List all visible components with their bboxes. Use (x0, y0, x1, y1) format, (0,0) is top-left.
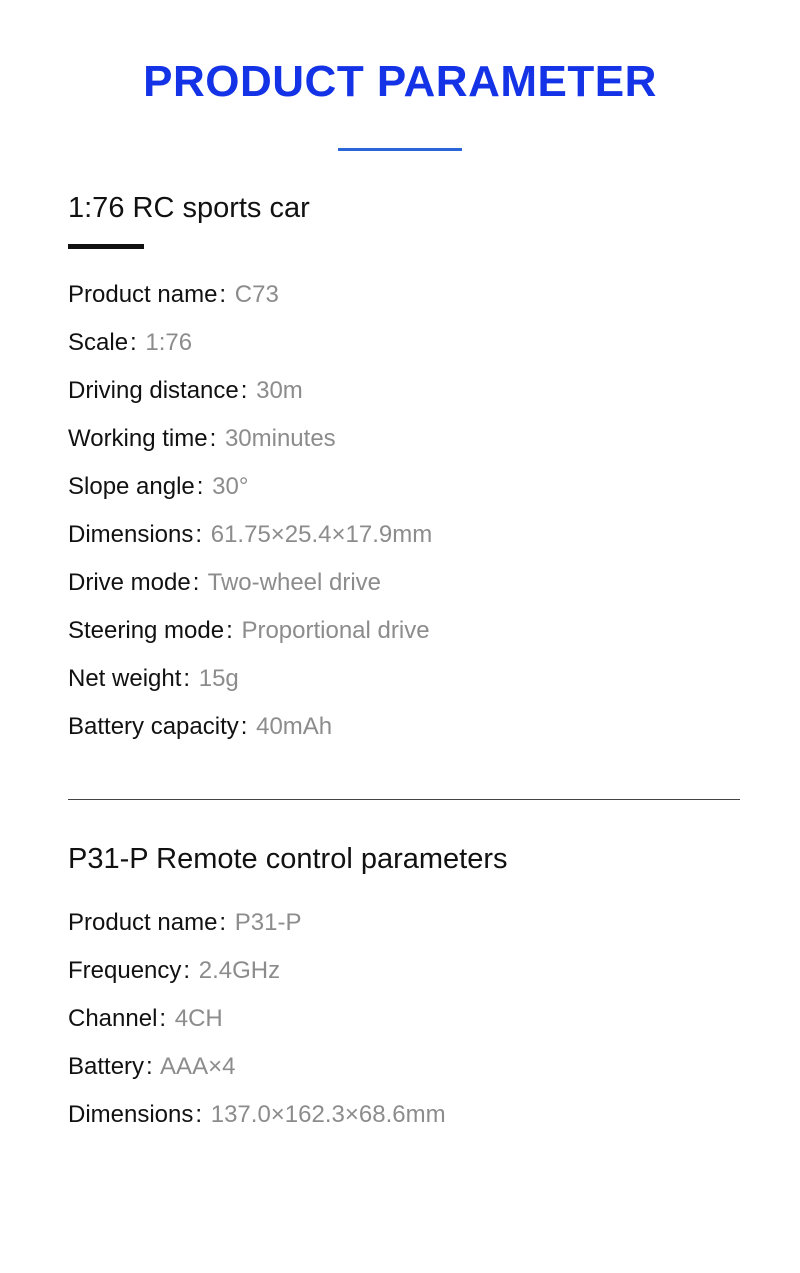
list-item (68, 1043, 740, 1091)
list-item (68, 415, 740, 463)
list-item (68, 271, 740, 319)
list-item (68, 367, 740, 415)
spec-list (68, 271, 740, 751)
spec-value: 1:76 (145, 329, 193, 357)
spec-value: Two-wheel drive (207, 569, 382, 597)
spec-value: 137.0×162.3×68.6mm (210, 1100, 446, 1128)
list-item (68, 319, 740, 367)
section-remote-control (0, 842, 800, 1139)
list-item (68, 703, 740, 751)
list-item (68, 1091, 740, 1139)
spec-value: C73 (234, 281, 279, 309)
section-divider (68, 799, 740, 800)
spec-label: Dimensions (68, 1100, 194, 1128)
spec-label: Driving distance (68, 377, 239, 405)
list-item (68, 655, 740, 703)
spec-value: 2.4GHz (198, 956, 281, 984)
spec-value: 40mAh (256, 713, 333, 741)
spec-separator: : (183, 665, 191, 693)
product-parameter-page (0, 58, 800, 1273)
spec-label: Product name (68, 281, 218, 309)
section-heading: 1:76 RC sports car (68, 192, 310, 225)
spec-value: 4CH (174, 1004, 223, 1032)
list-item (68, 511, 740, 559)
spec-separator: : (219, 281, 227, 309)
spec-separator: : (219, 908, 227, 936)
spec-separator: : (195, 1100, 203, 1128)
spec-label: Slope angle (68, 473, 195, 501)
spec-separator: : (226, 617, 233, 645)
spec-separator: : (159, 1004, 167, 1032)
spec-value: 30minutes (224, 425, 336, 453)
spec-separator: : (240, 713, 248, 741)
spec-separator: : (130, 329, 137, 357)
spec-label: Net weight (68, 665, 182, 693)
spec-separator: : (146, 1052, 153, 1080)
spec-label: Steering mode (68, 617, 225, 645)
spec-value: P31-P (234, 908, 302, 936)
spec-separator: : (192, 569, 200, 597)
spec-label: Battery capacity (68, 713, 239, 741)
list-item (68, 947, 740, 995)
spec-value: Proportional drive (241, 617, 430, 645)
list-item (68, 559, 740, 607)
spec-label: Working time (68, 425, 208, 453)
spec-separator: : (195, 521, 203, 549)
spec-list (68, 899, 740, 1139)
section-heading: P31-P Remote control parameters (68, 843, 508, 876)
spec-value: 61.75×25.4×17.9mm (210, 521, 433, 549)
spec-label: Product name (68, 908, 218, 936)
title-underline-accent (338, 148, 462, 151)
spec-separator: : (240, 377, 248, 405)
section-heading-rule (68, 244, 144, 249)
spec-value: 30m (256, 377, 303, 405)
spec-label: Frequency (68, 956, 182, 984)
section-rc-sports-car (0, 191, 800, 751)
spec-value: 30° (212, 473, 249, 501)
spec-separator: : (183, 956, 191, 984)
list-item (68, 899, 740, 947)
spec-value: 15g (198, 665, 239, 693)
spec-label: Dimensions (68, 521, 194, 549)
spec-label: Scale (68, 329, 129, 357)
spec-label: Drive mode (68, 569, 191, 597)
spec-separator: : (196, 473, 204, 501)
spec-label: Channel (68, 1004, 158, 1032)
spec-separator: : (209, 425, 217, 453)
list-item (68, 607, 740, 655)
list-item (68, 995, 740, 1043)
page-title: PRODUCT PARAMETER (143, 57, 657, 106)
list-item (68, 463, 740, 511)
spec-value: AAA×4 (160, 1052, 236, 1080)
spec-label: Battery (68, 1052, 145, 1080)
